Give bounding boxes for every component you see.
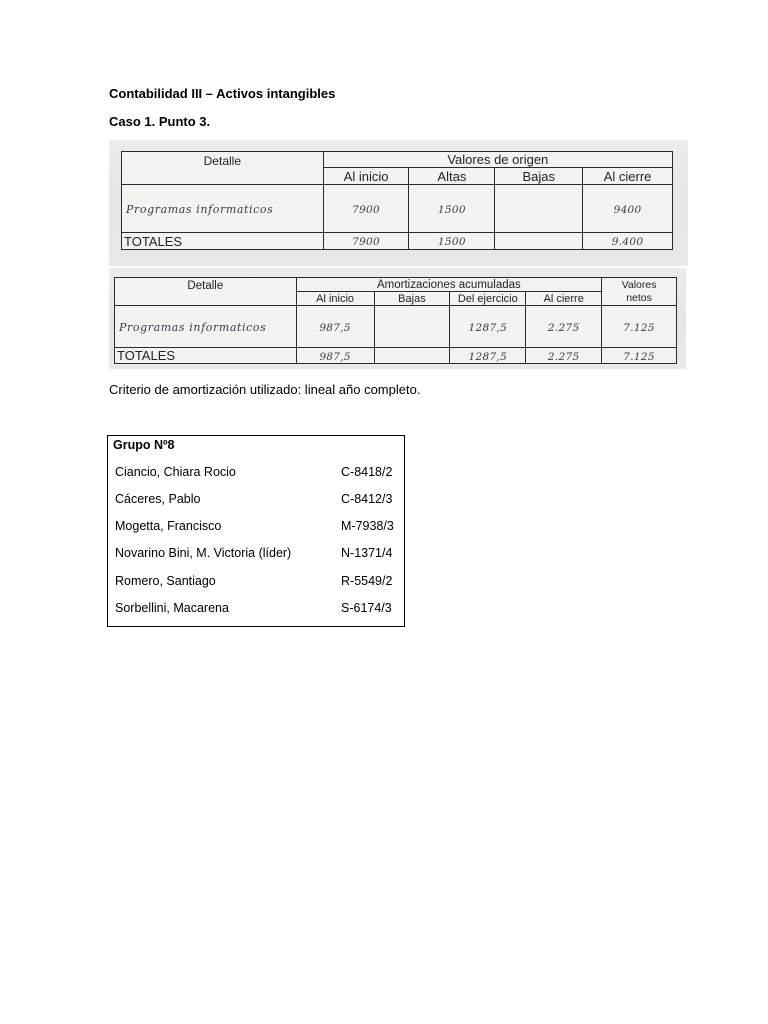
origin-values-photo <box>109 140 688 266</box>
member-code: N-1371/4 <box>341 546 393 560</box>
col-header-al-inicio: Al inicio <box>296 292 374 306</box>
cell-value: 987,5 <box>319 321 351 334</box>
total-value: 2.275 <box>547 350 580 363</box>
origin-values-table <box>121 151 673 250</box>
cell <box>409 233 495 250</box>
amortization-criterion: Criterio de amortización utilizado: lineal año completo. <box>109 382 421 397</box>
cell <box>450 306 526 348</box>
cell <box>409 185 495 233</box>
cell <box>296 306 374 348</box>
col-header-del-ejercicio: Del ejercicio <box>450 292 526 306</box>
cell <box>450 348 526 364</box>
net-values-header <box>602 278 677 306</box>
total-value: 987,5 <box>319 350 351 363</box>
member-code: M-7938/3 <box>341 519 394 533</box>
row-label <box>115 306 297 348</box>
amortization-header: Amortizaciones acumuladas <box>296 278 601 292</box>
col-header-altas: Altas <box>409 168 495 185</box>
document-subtitle: Caso 1. Punto 3. <box>109 114 211 129</box>
cell <box>495 185 583 233</box>
amortization-table <box>114 277 677 364</box>
cell-value: 2.275 <box>547 321 580 334</box>
cell <box>602 306 677 348</box>
cell <box>526 348 602 364</box>
group-member <box>115 601 395 619</box>
total-value: 9.400 <box>611 236 644 248</box>
cell-value: 1500 <box>437 203 466 216</box>
document-title: Contabilidad III – Activos intangibles <box>109 86 336 101</box>
group-member <box>115 519 395 537</box>
cell <box>583 185 673 233</box>
group-box <box>107 435 405 627</box>
member-name: Romero, Santiago <box>115 574 216 588</box>
member-name: Ciancio, Chiara Rocio <box>115 465 236 479</box>
detail-header: Detalle <box>122 152 324 185</box>
member-name: Sorbellini, Macarena <box>115 601 229 615</box>
net-values-line2: netos <box>626 291 652 304</box>
detail-header: Detalle <box>115 278 297 306</box>
group-member <box>115 546 395 564</box>
col-header-bajas: Bajas <box>374 292 450 306</box>
member-code: C-8418/2 <box>341 465 393 479</box>
cell <box>374 306 450 348</box>
cell <box>583 233 673 250</box>
group-member <box>115 574 395 592</box>
cell-value: 7900 <box>352 203 381 216</box>
col-header-al-cierre: Al cierre <box>583 168 673 185</box>
cell-value: 9400 <box>613 203 642 216</box>
cell <box>495 233 583 250</box>
amortization-photo <box>109 268 686 369</box>
cell <box>526 306 602 348</box>
row-label <box>122 185 324 233</box>
cell-value: 7.125 <box>623 321 655 334</box>
row-label-text: Programas informaticos <box>126 202 274 216</box>
total-value: 1287,5 <box>468 350 508 363</box>
member-name: Mogetta, Francisco <box>115 519 222 533</box>
cell <box>296 348 374 364</box>
cell <box>323 185 409 233</box>
cell <box>374 348 450 364</box>
row-label-text: Programas informaticos <box>119 320 267 334</box>
col-header-al-inicio: Al inicio <box>323 168 409 185</box>
group-member <box>115 465 395 483</box>
totals-label: TOTALES <box>122 233 324 250</box>
cell <box>602 348 677 364</box>
origin-values-header: Valores de origen <box>323 152 672 168</box>
col-header-bajas: Bajas <box>495 168 583 185</box>
group-title: Grupo Nº8 <box>113 438 175 452</box>
member-code: R-5549/2 <box>341 574 393 588</box>
total-value: 7.125 <box>623 350 655 363</box>
totals-label: TOTALES <box>115 348 297 364</box>
total-value: 1500 <box>437 236 466 248</box>
group-member <box>115 492 395 510</box>
cell <box>323 233 409 250</box>
member-name: Cáceres, Pablo <box>115 492 201 506</box>
member-code: S-6174/3 <box>341 601 392 615</box>
member-code: C-8412/3 <box>341 492 393 506</box>
total-value: 7900 <box>352 236 381 248</box>
net-values-line1: Valores <box>621 278 657 291</box>
cell-value: 1287,5 <box>468 321 508 334</box>
col-header-al-cierre: Al cierre <box>526 292 602 306</box>
member-name: Novarino Bini, M. Victoria (líder) <box>115 546 292 560</box>
